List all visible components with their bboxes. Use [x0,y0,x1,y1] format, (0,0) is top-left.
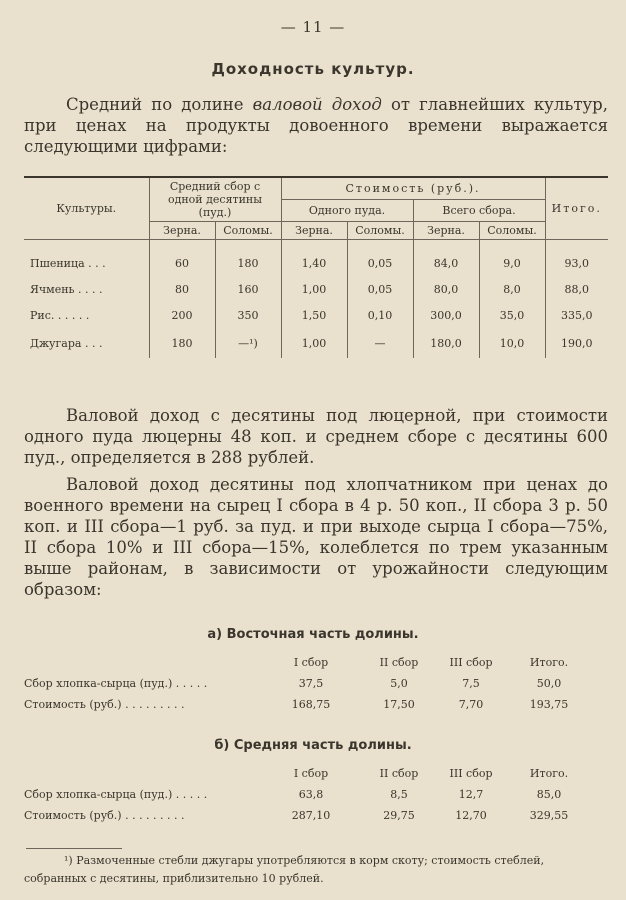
total-straw: 8,0 [479,276,545,302]
crop-name: Джугара . . . [24,328,149,358]
total-straw: 35,0 [479,302,545,328]
cell-value: 329,55 [529,809,569,822]
intro-after: от главнейших культур, при ценах на продукты довоенного времени выражается следующими цифрами: [24,95,608,156]
pood-straw: — [347,328,413,358]
cotton-paragraph [24,474,608,600]
table-row [24,240,608,277]
yield-straw: 350 [215,302,281,328]
yield-grain: 200 [149,302,215,328]
lucerne-paragraph [24,405,608,468]
cell-value: 168,75 [291,698,331,711]
intro-paragraph [24,94,608,157]
header-pood-straw: Соломы. [347,222,413,240]
header-total: Итого. [545,177,608,240]
cell-value: 193,75 [529,698,569,711]
cell-value: 7,70 [458,698,484,711]
column-header-row [24,656,608,677]
table-row [24,302,608,328]
row-label: Стоимость (руб.) . . . . . . . . . [24,698,185,711]
middle-cotton-table [24,767,608,830]
total-grain: 300,0 [413,302,479,328]
cell-value: 29,75 [383,809,415,822]
crop-name: Ячмень . . . . [24,276,149,302]
cell-value: 5,0 [390,677,408,690]
footnote-text: ¹) Размоченные стебли джугары употребляются в корм скоту; стоимость стеблей, собранных с десятины, приблизительно 10 рублей. [24,854,545,885]
table-row [24,809,608,830]
header-per-pood: Одного пуда. [281,200,413,222]
crop-name: Пшеница . . . [24,240,149,277]
cell-value: 37,5 [298,677,324,690]
pood-straw: 0,05 [347,240,413,277]
pood-straw: 0,05 [347,276,413,302]
row-label: Стоимость (руб.) . . . . . . . . . [24,809,185,822]
cell-value: 50,0 [536,677,562,690]
yield-straw: —¹) [215,328,281,358]
yield-straw: 160 [215,276,281,302]
cell-value: 7,5 [462,677,480,690]
row-label: Сбор хлопка-сырца (пуд.) . . . . . [24,788,208,801]
page-number: — 11 — [280,18,346,36]
yield-straw: 180 [215,240,281,277]
total-grain: 180,0 [413,328,479,358]
cell-value: 287,10 [291,809,331,822]
table-row [24,328,608,358]
cell-value: 17,50 [383,698,415,711]
header-yield-grain: Зерна. [149,222,215,240]
table-row [24,276,608,302]
cell-value: 85,0 [536,788,562,801]
table-row [24,698,608,719]
footnote-divider [26,848,122,849]
header-total-harvest: Всего сбора. [413,200,545,222]
intro-before: Средний по долине [66,95,253,114]
pood-grain: 1,50 [281,302,347,328]
pood-straw: 0,10 [347,302,413,328]
eastern-cotton-table [24,656,608,719]
total-grain: 84,0 [413,240,479,277]
header-crops: Культуры. [24,177,149,240]
cell-value: 63,8 [298,788,324,801]
col-header: I сбор [293,767,329,780]
crop-income-table [24,176,608,358]
intro-emphasis: валовой доход [252,95,382,114]
crop-name: Рис. . . . . . [24,302,149,328]
cotton-text: Валовой доход десятины под хлопчатником при ценах до военного времени на сырец I сбора в 4 р. 50 коп., II сбора 3 р. 50 коп. и III сбора—1 руб. за пуд. и при выходе сырца I сбора—75%, II сбора 10% и III сбора—15%, колеблется по трем указанным выше районам, в зависимости от урожайности следующим образом: [24,475,608,599]
col-header: Итого. [529,656,569,669]
footnote [24,852,608,888]
pood-grain: 1,00 [281,276,347,302]
yield-grain: 180 [149,328,215,358]
eastern-part-heading: а) Восточная часть долины. [207,627,419,642]
yield-grain: 60 [149,240,215,277]
cell-value: 12,70 [455,809,487,822]
header-pood-grain: Зерна. [281,222,347,240]
column-header-row [24,767,608,788]
cell-value: 8,5 [390,788,408,801]
yield-grain: 80 [149,276,215,302]
middle-part-heading: б) Средняя часть долины. [214,738,412,753]
total-straw: 10,0 [479,328,545,358]
header-yield-straw: Соломы. [215,222,281,240]
col-header: III сбор [449,656,493,669]
col-header: Итого. [529,767,569,780]
row-total: 88,0 [545,276,608,302]
row-total: 335,0 [545,302,608,328]
row-total: 190,0 [545,328,608,358]
col-header: II сбор [379,656,419,669]
col-header: II сбор [379,767,419,780]
lucerne-text: Валовой доход с десятины под люцерной, при стоимости одного пуда люцерны 48 коп. и среднем сборе с десятины 600 пуд., определяется в 288 рублей. [24,406,608,467]
total-grain: 80,0 [413,276,479,302]
cell-value: 12,7 [458,788,484,801]
col-header: I сбор [293,656,329,669]
pood-grain: 1,00 [281,328,347,358]
header-yield: Средний сбор с одной десятины (пуд.) [149,177,281,222]
header-cost: Стоимость (руб.). [281,177,545,200]
header-total-grain: Зерна. [413,222,479,240]
section-title: Доходность культур. [211,60,415,78]
table-row [24,677,608,698]
col-header: III сбор [449,767,493,780]
row-label: Сбор хлопка-сырца (пуд.) . . . . . [24,677,208,690]
total-straw: 9,0 [479,240,545,277]
pood-grain: 1,40 [281,240,347,277]
row-total: 93,0 [545,240,608,277]
table-row [24,788,608,809]
header-total-straw: Соломы. [479,222,545,240]
